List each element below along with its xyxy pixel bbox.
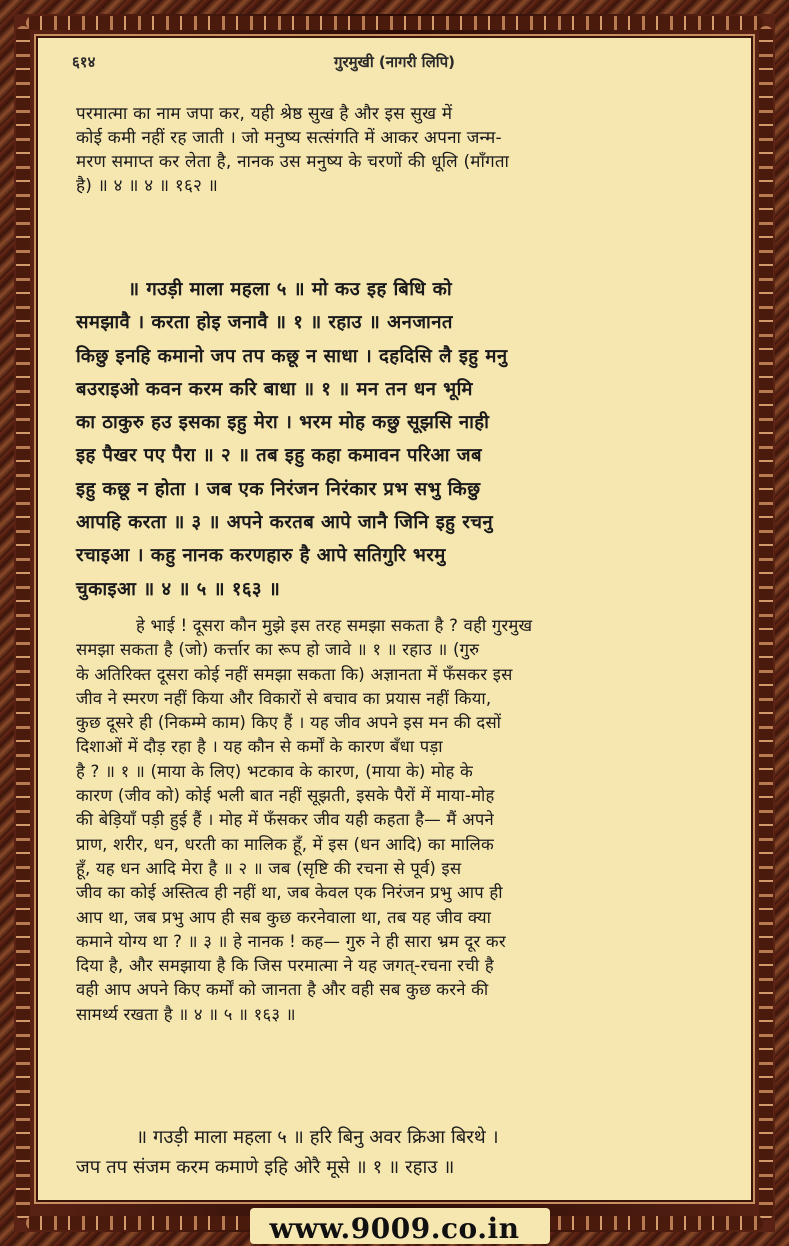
page-header xyxy=(38,52,751,76)
text-line: है) ॥ ४ ॥ ४ ॥ १६२ ॥ xyxy=(76,176,219,196)
text-line: दिशाओं में दौड़ रहा है । यह कौन से कर्मों के कारण बँधा पड़ा xyxy=(76,737,443,757)
text-line: हे भाई ! दूसरा कौन मुझे इस तरह समझा सकता है ? वही गुरमुख xyxy=(136,616,533,635)
text-line: दिया है, और समझाया है कि जिस परमात्मा ने यह जगत्-रचना रची है xyxy=(76,956,494,976)
text-line: वही आप अपने किए कर्मों को जानता है और वही सब कुछ करने की xyxy=(76,980,489,1000)
top-border-ornament xyxy=(26,16,763,30)
closing-verse xyxy=(76,1123,718,1183)
text-line: मरण समाप्त कर लेता है, नानक उस मनुष्य के चरणों की धूलि (माँगता xyxy=(76,152,510,172)
text-line: समझा सकता है (जो) कर्त्तार का रूप हो जावे ॥ १ ॥ रहाउ ॥ (गुरु xyxy=(76,640,480,660)
bani-verse xyxy=(76,273,718,606)
page xyxy=(38,38,751,1200)
intro-paragraph xyxy=(76,102,718,198)
text-line: है ? ॥ १ ॥ (माया के लिए) भटकाव के कारण, (माया के) मोह के xyxy=(76,761,473,781)
text-line: प्राण, शरीर, धन, धरती का मालिक हूँ, में इस (धन आदि) का मालिक xyxy=(76,834,494,854)
text-line: आप था, जब प्रभु आप ही सब कुछ करनेवाला था, तब यह जीव क्या xyxy=(76,907,492,927)
verse-line: किछु इनहि कमानो जप तप कछू न साधा । दहदिसि लै इहु मनु xyxy=(76,345,508,367)
text-line: की बेड़ियाँ पड़ी हुई हैं । मोह में फँसकर जीव यही कहता है— मैं अपने xyxy=(76,810,494,830)
verse-line: चुकाइआ ॥ ४ ॥ ५ ॥ १६३ ॥ xyxy=(76,578,281,600)
verse-line: रचाइआ । कहु नानक करणहारु है आपे सतिगुरि भरमु xyxy=(76,545,446,567)
verse-line: जप तप संजम करम कमाणे इहि ओरै मूसे ॥ १ ॥ रहाउ ॥ xyxy=(76,1157,455,1178)
right-border-ornament xyxy=(759,26,773,1220)
page-number: ६१४ xyxy=(72,53,96,71)
verse-line: का ठाकुरु हउ इसका इहु मेरा । भरम मोह कछु सूझसि नाही xyxy=(76,412,490,434)
verse-line: ॥ गउड़ी माला महला ५ ॥ हरि बिनु अवर क्रिआ बिरथे । xyxy=(136,1127,499,1148)
text-line: सामर्थ्य रखता है ॥ ४ ॥ ५ ॥ १६३ ॥ xyxy=(76,1004,296,1024)
text-line: कमाने योग्य था ? ॥ ३ ॥ हे नानक ! कह— गुरु ने ही सारा भ्रम दूर कर xyxy=(76,931,506,951)
text-line: कुछ दूसरे ही (निकम्मे काम) किए हैं । यह जीव अपने इस मन की दसों xyxy=(76,713,502,733)
text-line: के अतिरिक्त दूसरा कोई नहीं समझा सकता कि) अज्ञानता में फँसकर इस xyxy=(76,664,513,684)
verse-line: इह पैखर पए पैरा ॥ २ ॥ तब इहु कहा कमावन परिआ जब xyxy=(76,445,482,467)
text-line: कोई कमी नहीं रह जाती । जो मनुष्य सत्संगति में आकर अपना जन्म- xyxy=(76,128,502,148)
text-line: हूँ, यह धन आदि मेरा है ॥ २ ॥ जब (सृष्टि की रचना से पूर्व) इस xyxy=(76,858,462,878)
verse-line: आपहि करता ॥ ३ ॥ अपने करतब आपे जानै जिनि इहु रचनु xyxy=(76,512,494,534)
verse-line: ॥ गउड़ी माला महला ५ ॥ मो कउ इह बिधि को xyxy=(128,279,453,300)
text-line: कारण (जीव को) कोई भली बात नहीं सूझती, इसके पैरों में माया-मोह xyxy=(76,786,495,806)
text-line: परमात्मा का नाम जपा कर, यही श्रेष्ठ सुख है और इस सुख में xyxy=(76,104,453,124)
verse-line: बउराइओ कवन करम करि बाधा ॥ १ ॥ मन तन धन भूमि xyxy=(76,378,473,400)
verse-line: इहु कछू न होता । जब एक निरंजन निरंकार प्रभ सभु किछु xyxy=(76,478,481,500)
text-line: जीव का कोई अस्तित्व ही नहीं था, जब केवल एक निरंजन प्रभु आप ही xyxy=(76,883,503,903)
website-footer: www.9009.co.in xyxy=(269,1212,520,1245)
page-title: गुरमुखी (नागरी लिपि) xyxy=(334,53,455,71)
text-line: जीव ने स्मरण नहीं किया और विकारों से बचाव का प्रयास नहीं किया, xyxy=(76,688,492,708)
commentary-paragraph xyxy=(76,614,718,1027)
verse-line: समझावै । करता होइ जनावै ॥ १ ॥ रहाउ ॥ अनजानत xyxy=(76,312,453,334)
left-border-ornament xyxy=(16,26,30,1220)
